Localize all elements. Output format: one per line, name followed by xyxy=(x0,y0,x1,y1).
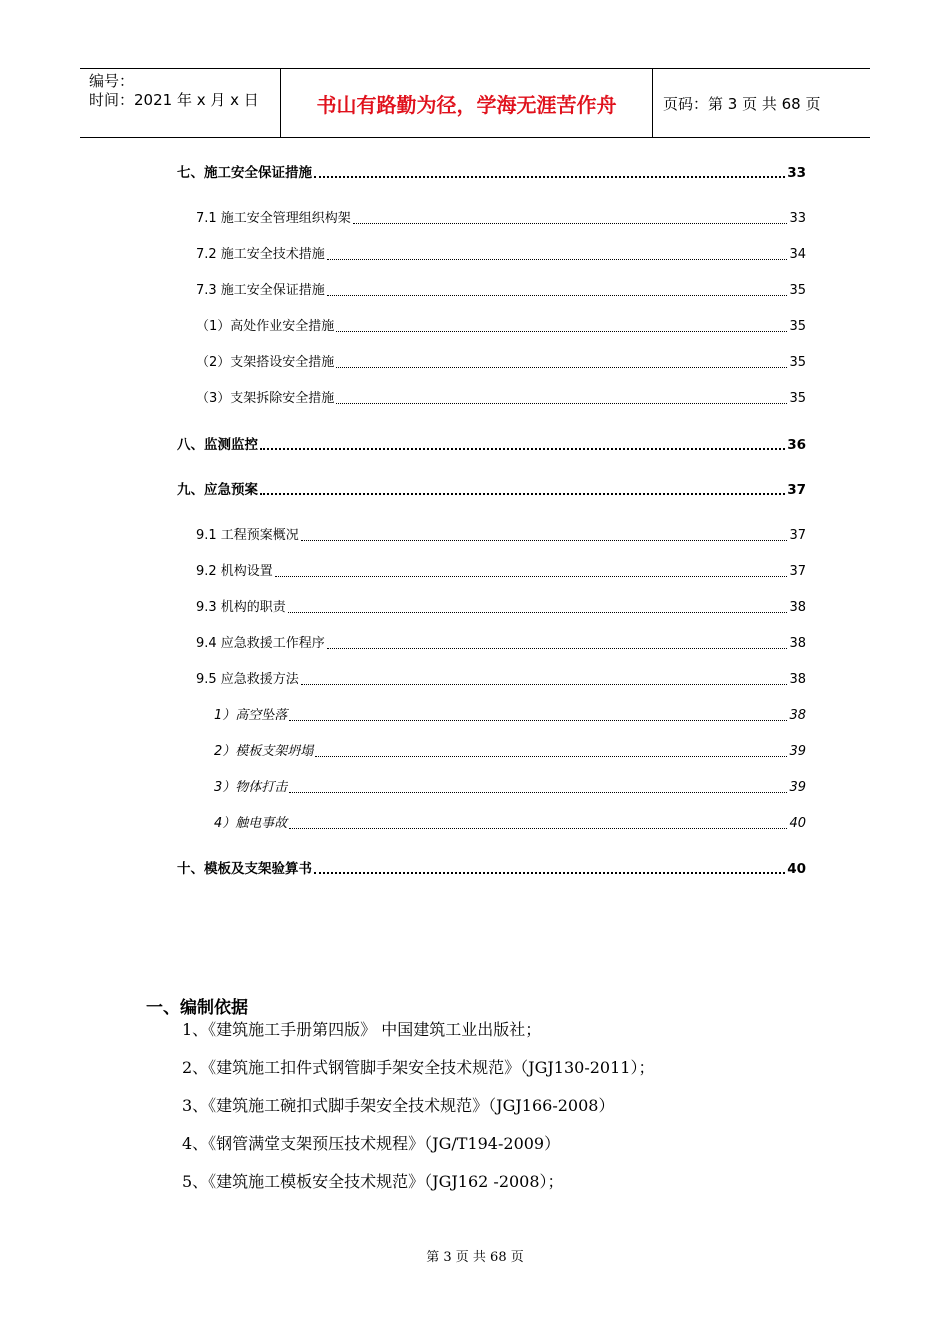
toc-entry-page: 35 xyxy=(789,391,806,406)
toc-leader-dots xyxy=(314,176,785,178)
toc-entry-page: 37 xyxy=(789,528,806,543)
toc-entry-page: 40 xyxy=(787,861,806,877)
toc-entry-title: （2）支架搭设安全措施 xyxy=(196,355,335,370)
section-title: 一、编制依据 xyxy=(146,998,248,1018)
toc-leader-dots xyxy=(275,576,788,577)
toc-entry-title: （1）高处作业安全措施 xyxy=(196,319,335,334)
toc-entry-title: 9.1 工程预案概况 xyxy=(196,528,299,543)
toc-entry[interactable] xyxy=(196,354,806,372)
toc-entry-page: 38 xyxy=(789,600,806,615)
toc-entry-page: 35 xyxy=(789,355,806,370)
toc-leader-dots xyxy=(289,792,787,793)
toc-entry-page: 33 xyxy=(787,165,806,181)
toc-entry[interactable] xyxy=(177,481,806,499)
toc-entry[interactable] xyxy=(196,599,806,617)
toc-entry-title: 9.2 机构设置 xyxy=(196,564,273,579)
toc-entry-page: 39 xyxy=(789,744,806,759)
document-time-label: 时间：2021 年 x 月 x 日 xyxy=(89,91,259,109)
toc-entry[interactable] xyxy=(214,815,806,833)
toc-entry[interactable] xyxy=(196,527,806,545)
toc-entry-title: 3）物体打击 xyxy=(214,780,288,795)
toc-entry[interactable] xyxy=(196,390,806,408)
toc-entry-title: （3）支架拆除安全措施 xyxy=(196,391,335,406)
toc-entry-page: 37 xyxy=(787,482,806,498)
toc-entry-title: 9.5 应急救援方法 xyxy=(196,672,299,687)
toc-entry-title: 4）触电事故 xyxy=(214,816,288,831)
toc-entry-title: 9.3 机构的职责 xyxy=(196,600,286,615)
toc-leader-dots xyxy=(260,493,785,495)
toc-entry[interactable] xyxy=(196,210,806,228)
toc-entry-page: 35 xyxy=(789,319,806,334)
toc-leader-dots xyxy=(327,295,788,296)
reference-item: 5、《建筑施工模板安全技术规范》（JGJ162 -2008）； xyxy=(182,1172,564,1191)
toc-leader-dots xyxy=(327,259,788,260)
toc-entry[interactable] xyxy=(177,860,806,878)
toc-entry-page: 39 xyxy=(789,780,806,795)
toc-leader-dots xyxy=(336,331,787,332)
toc-entry-page: 36 xyxy=(787,437,806,453)
toc-leader-dots xyxy=(336,403,787,404)
toc-entry[interactable] xyxy=(214,743,806,761)
reference-item: 3、《建筑施工碗扣式脚手架安全技术规范》（JGJ166-2008） xyxy=(182,1096,615,1115)
toc-leader-dots xyxy=(315,756,787,757)
toc-entry-title: 7.3 施工安全保证措施 xyxy=(196,283,325,298)
toc-leader-dots xyxy=(288,612,788,613)
toc-entry[interactable] xyxy=(196,635,806,653)
toc-entry-title: 1）高空坠落 xyxy=(214,708,288,723)
toc-entry[interactable] xyxy=(196,282,806,300)
toc-entry-page: 40 xyxy=(789,816,806,831)
header-page-info: 页码：第 3 页 共 68 页 xyxy=(663,94,821,113)
toc-entry-title: 八、监测监控 xyxy=(177,437,258,453)
toc-entry-title: 9.4 应急救援工作程序 xyxy=(196,636,325,651)
document-number-label: 编号： xyxy=(89,72,135,90)
toc-entry[interactable] xyxy=(196,671,806,689)
toc-entry[interactable] xyxy=(196,563,806,581)
header-meta xyxy=(80,69,281,137)
toc-entry-title: 2）模板支架坍塌 xyxy=(214,744,314,759)
page-footer: 第 3 页 共 68 页 xyxy=(426,1250,524,1265)
toc-leader-dots xyxy=(314,872,785,874)
toc-leader-dots xyxy=(301,540,788,541)
toc-entry-title: 7.1 施工安全管理组织构架 xyxy=(196,211,351,226)
toc-entry-page: 38 xyxy=(789,636,806,651)
header-motto: 书山有路勤为径，学海无涯苦作舟 xyxy=(281,69,653,137)
toc-entry-page: 38 xyxy=(789,708,806,723)
reference-item: 2、《建筑施工扣件式钢管脚手架安全技术规范》（JGJ130-2011）； xyxy=(182,1058,655,1077)
toc-entry-page: 33 xyxy=(789,211,806,226)
toc-entry-page: 34 xyxy=(789,247,806,262)
toc-entry-title: 十、模板及支架验算书 xyxy=(177,861,312,877)
toc-entry[interactable] xyxy=(196,246,806,264)
reference-item: 4、《钢管满堂支架预压技术规程》（JG/T194-2009） xyxy=(182,1134,561,1153)
toc-leader-dots xyxy=(289,828,787,829)
toc-entry[interactable] xyxy=(196,318,806,336)
toc-entry[interactable] xyxy=(214,707,806,725)
toc-leader-dots xyxy=(336,367,787,368)
toc-leader-dots xyxy=(289,720,787,721)
reference-item: 1、《建筑施工手册第四版》 中国建筑工业出版社； xyxy=(182,1020,542,1039)
toc-entry-page: 35 xyxy=(789,283,806,298)
toc-leader-dots xyxy=(353,223,788,224)
toc-leader-dots xyxy=(327,648,788,649)
toc-leader-dots xyxy=(260,448,785,450)
page-header xyxy=(80,68,870,138)
toc-entry-title: 七、施工安全保证措施 xyxy=(177,165,312,181)
toc-entry[interactable] xyxy=(177,164,806,182)
toc-entry[interactable] xyxy=(214,779,806,797)
toc-leader-dots xyxy=(301,684,788,685)
toc-entry[interactable] xyxy=(177,436,806,454)
toc-entry-page: 38 xyxy=(789,672,806,687)
toc-entry-title: 九、应急预案 xyxy=(177,482,258,498)
toc-entry-page: 37 xyxy=(789,564,806,579)
toc-entry-title: 7.2 施工安全技术措施 xyxy=(196,247,325,262)
